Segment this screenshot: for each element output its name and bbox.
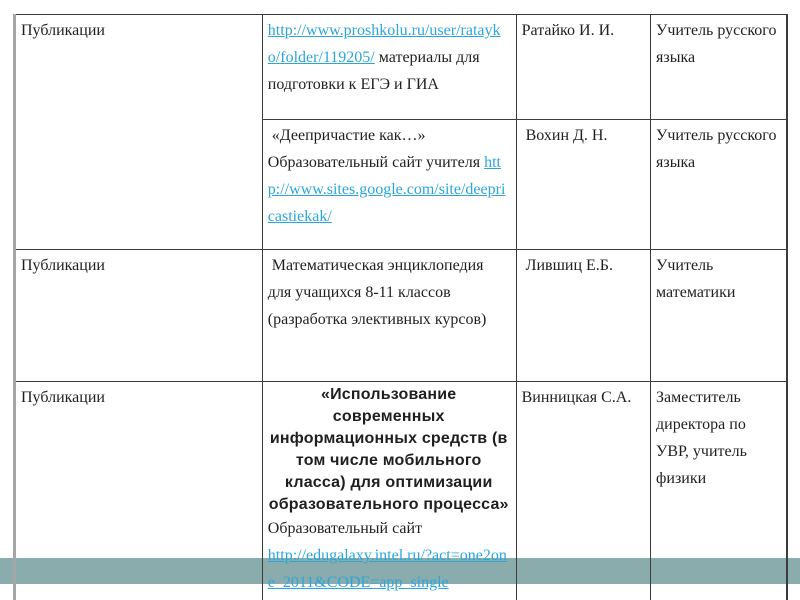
cell-position [651,120,787,250]
cell-position [651,382,787,600]
publications-table [13,14,788,600]
category-label: Публикации [21,22,105,39]
table-row [15,15,788,120]
cell-author [516,250,650,382]
author-name: Вохин Д. Н. [521,127,608,144]
category-label: Публикации [21,257,105,274]
cell-work [262,250,516,382]
cell-author [516,382,650,600]
cell-author [516,120,650,250]
cell-work [262,15,516,120]
cell-work [262,382,516,600]
cell-author [516,15,650,120]
cell-position [651,15,787,120]
cell-position [651,250,787,382]
google-sites-link[interactable]: http://www.sites.google.com/site/deepricastiekak/ [267,154,506,225]
work-description: материалы для подготовки к ЕГЭ и ГИА [267,49,480,93]
position-label: Учитель русского языка [656,22,777,66]
work-description: Математическая энциклопедия для учащихся 8-11 классов (разработка элективных курсов) [267,257,487,328]
category-label: Публикации [21,389,105,406]
work-description: «Деепричастие как…» Образовательный сайт учителя [267,127,485,171]
table-row [15,250,788,382]
cell-category [15,250,263,382]
author-name: Лившиц Е.Б. [521,257,613,274]
position-label: Учитель русского языка [656,127,777,171]
cell-work [262,120,516,250]
cell-category [15,382,263,600]
author-name: Винницкая С.А. [521,389,632,406]
work-subtitle: Образовательный сайт [267,520,423,537]
author-name: Ратайко И. И. [521,22,615,39]
edugalaxy-link[interactable]: http://edugalaxy.intel.ru/?act=one2one_2011&CODE=app_single [267,547,507,591]
position-label: Заместитель директора по УВР, учитель физики [656,389,747,487]
table-row [15,382,788,600]
cell-category [15,15,263,250]
work-title: «Использование современных информационных средств (в том числе мобильного класса) для оптимизации образовательного процесса» [268,386,509,513]
proshkolu-link[interactable]: http://www.proshkolu.ru/user/ratayko/folder/119205/ [267,22,501,66]
position-label: Учитель математики [656,257,736,301]
